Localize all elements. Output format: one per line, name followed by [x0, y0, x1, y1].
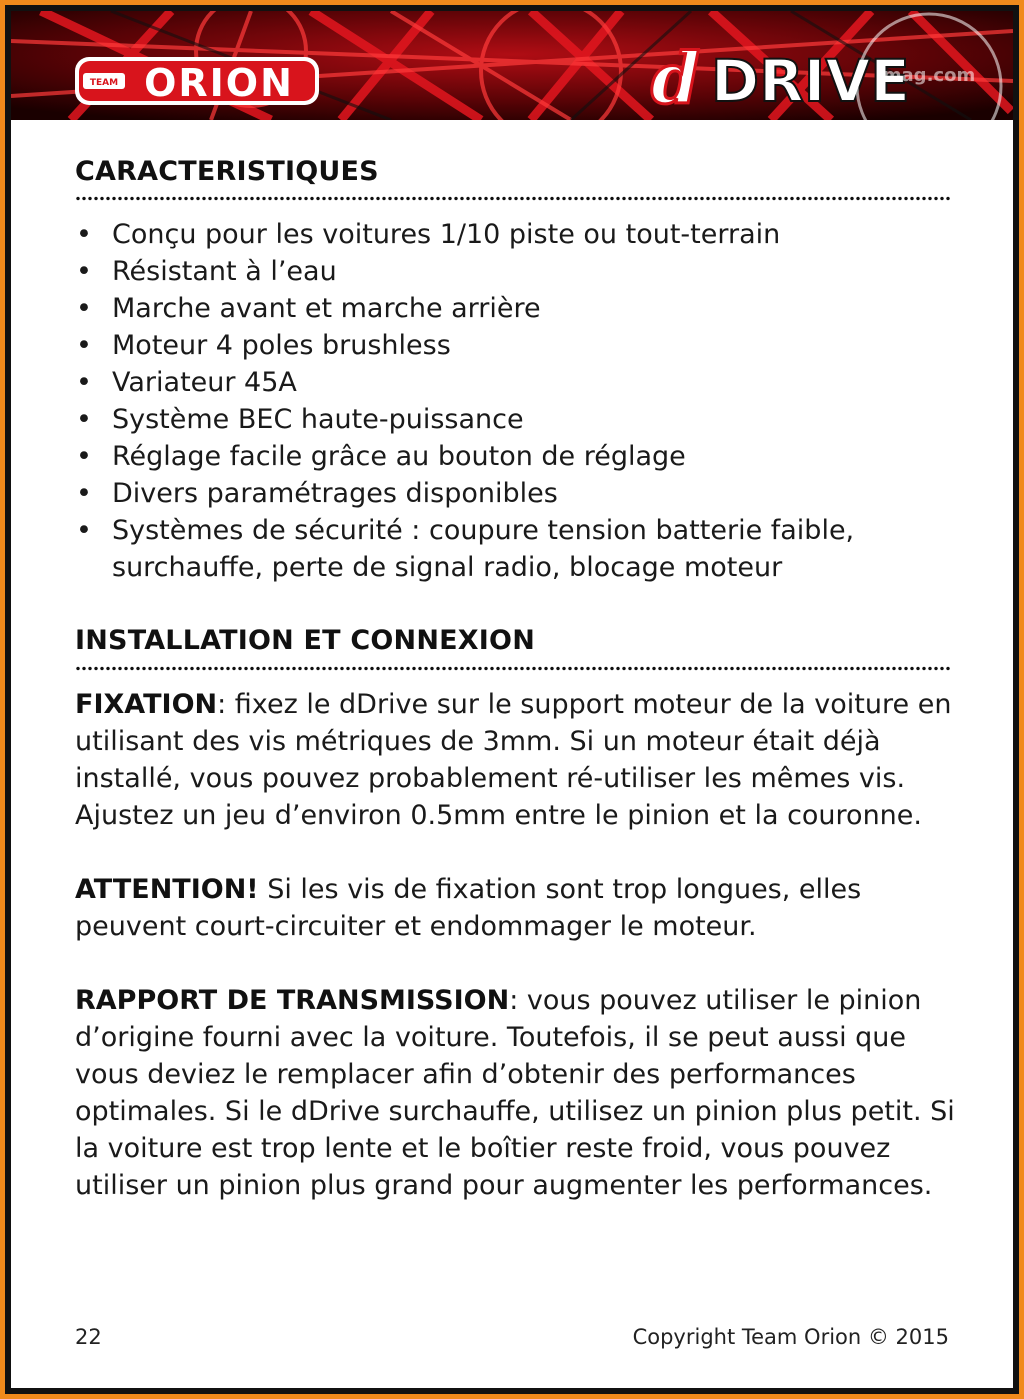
list-item: • Marche avant et marche arrière — [75, 290, 955, 327]
list-item: • Réglage facile grâce au bouton de réglage — [75, 438, 955, 475]
list-item: • Système BEC haute-puissance — [75, 401, 955, 438]
svg-text:ORION: ORION — [144, 61, 294, 105]
fixation-paragraph — [75, 686, 960, 834]
ratio-label: RAPPORT DE TRANSMISSION — [75, 985, 510, 1016]
fixation-label: FIXATION — [75, 689, 218, 720]
svg-text:TEAM: TEAM — [89, 78, 119, 88]
page-number: 22 — [75, 1325, 102, 1349]
list-item: • Divers paramétrages disponibles — [75, 475, 955, 512]
attention-label: ATTENTION! — [75, 874, 259, 905]
ratio-paragraph — [75, 982, 960, 1204]
list-item: • Résistant à l’eau — [75, 253, 955, 290]
ddrive-logo — [651, 37, 910, 120]
list-item: • Conçu pour les voitures 1/10 piste ou tout-terrain — [75, 216, 955, 253]
section-title-installation: INSTALLATION ET CONNEXION — [75, 625, 536, 656]
page-content — [11, 120, 1013, 1388]
copyright: Copyright Team Orion © 2015 — [632, 1325, 949, 1349]
svg-text:DRIVE: DRIVE — [711, 47, 910, 115]
features-list — [75, 216, 955, 586]
list-item: • Variateur 45A — [75, 364, 955, 401]
list-item: • Systèmes de sécurité : coupure tension batterie faible, surchauffe, perte de signal radio, blocage moteur — [75, 512, 955, 586]
svg-text:d: d — [651, 37, 700, 120]
fixation-text: : fixez le dDrive sur le support moteur de la voiture en utilisant des vis métriques de 3mm. Si un moteur était déjà installé, vous pouvez probablement ré-utiliser les mêmes vis. Ajustez un jeu d’environ 0.5mm entre le pinion et la couronne. — [75, 689, 952, 831]
ratio-text: : vous pouvez utiliser le pinion d’origine fourni avec la voiture. Toutefois, il se peut aussi que vous deviez le remplacer afin d’obtenir des performances optimales. Si le dDrive surchauffe, utilisez un pinion plus petit. Si la voiture est trop lente et le boîtier reste froid, vous pouvez utiliser un pinion plus grand pour augmenter les performances. — [75, 985, 955, 1201]
banner-graphic — [11, 11, 1013, 120]
dotted-divider — [75, 196, 950, 201]
header-banner — [11, 11, 1013, 120]
svg-text:mag.com: mag.com — [882, 65, 976, 86]
list-item: • Moteur 4 poles brushless — [75, 327, 955, 364]
dotted-divider — [75, 666, 950, 671]
attention-paragraph — [75, 871, 960, 945]
team-orion-logo — [75, 57, 319, 105]
attention-text: Si les vis de fixation sont trop longues, elles peuvent court-circuiter et endommager le moteur. — [75, 874, 862, 942]
section-title-characteristics: CARACTERISTIQUES — [75, 156, 379, 187]
